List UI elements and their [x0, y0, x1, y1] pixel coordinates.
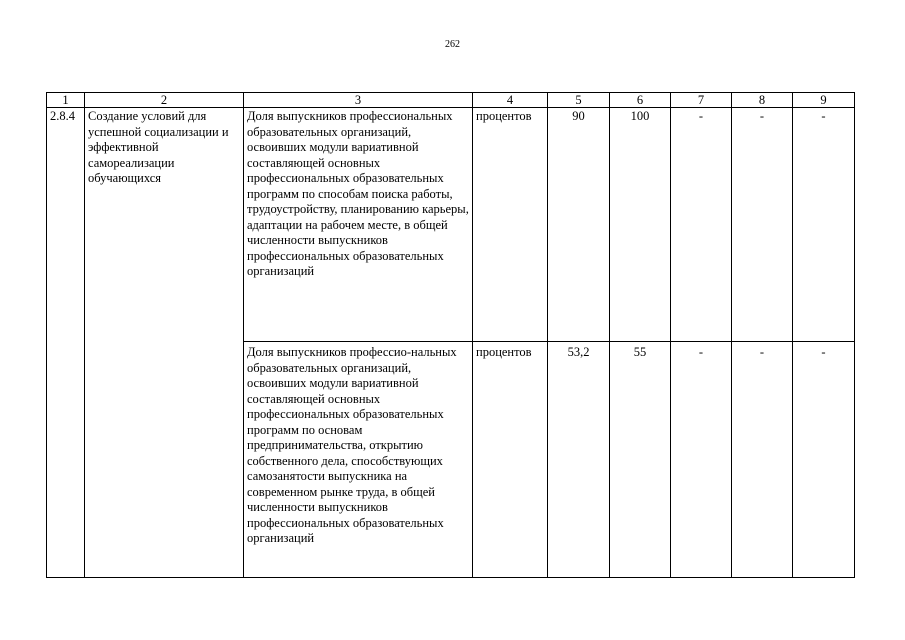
column-header: 7	[671, 93, 732, 108]
indicator-text: Доля выпускников профессио-нальных образовательных организаций, освоивших модули вариативной составляющей основных профессиональных образовательных программ по основам предпринимательства, открытию собственного дела, способствующих самозанятости выпускника на современном рынке труда, в общей численности выпускников профессиональных образовательных организаций	[244, 342, 473, 578]
column-header: 8	[732, 93, 793, 108]
value-col5: 90	[548, 108, 610, 342]
table-header-row	[47, 93, 855, 108]
column-header: 9	[793, 93, 855, 108]
value-col6: 100	[610, 108, 671, 342]
column-header: 2	[85, 93, 244, 108]
value-col5: 53,2	[548, 342, 610, 578]
value-col8: -	[732, 342, 793, 578]
value-col9: -	[793, 108, 855, 342]
column-header: 3	[244, 93, 473, 108]
indicator-text: Доля выпускников профессиональных образовательных организаций, освоивших модули вариативной составляющей основных профессиональных образовательных программ по способам поиска работы, трудоустройству, планированию карьеры, адаптации на рабочем месте, в общей численности выпускников профессиональных образовательных организаций	[244, 108, 473, 342]
section-number: 2.8.4	[47, 108, 85, 578]
page-number: 262	[445, 39, 460, 50]
value-col6: 55	[610, 342, 671, 578]
indicators-table	[46, 92, 855, 578]
value-col8: -	[732, 108, 793, 342]
task-description: Создание условий для успешной социализации и эффективной самореализации обучающихся	[85, 108, 244, 578]
value-col7: -	[671, 108, 732, 342]
unit-cell: процентов	[473, 342, 548, 578]
unit-cell: процентов	[473, 108, 548, 342]
value-col7: -	[671, 342, 732, 578]
table-row	[47, 108, 855, 342]
column-header: 6	[610, 93, 671, 108]
column-header: 5	[548, 93, 610, 108]
value-col9: -	[793, 342, 855, 578]
column-header: 4	[473, 93, 548, 108]
column-header: 1	[47, 93, 85, 108]
